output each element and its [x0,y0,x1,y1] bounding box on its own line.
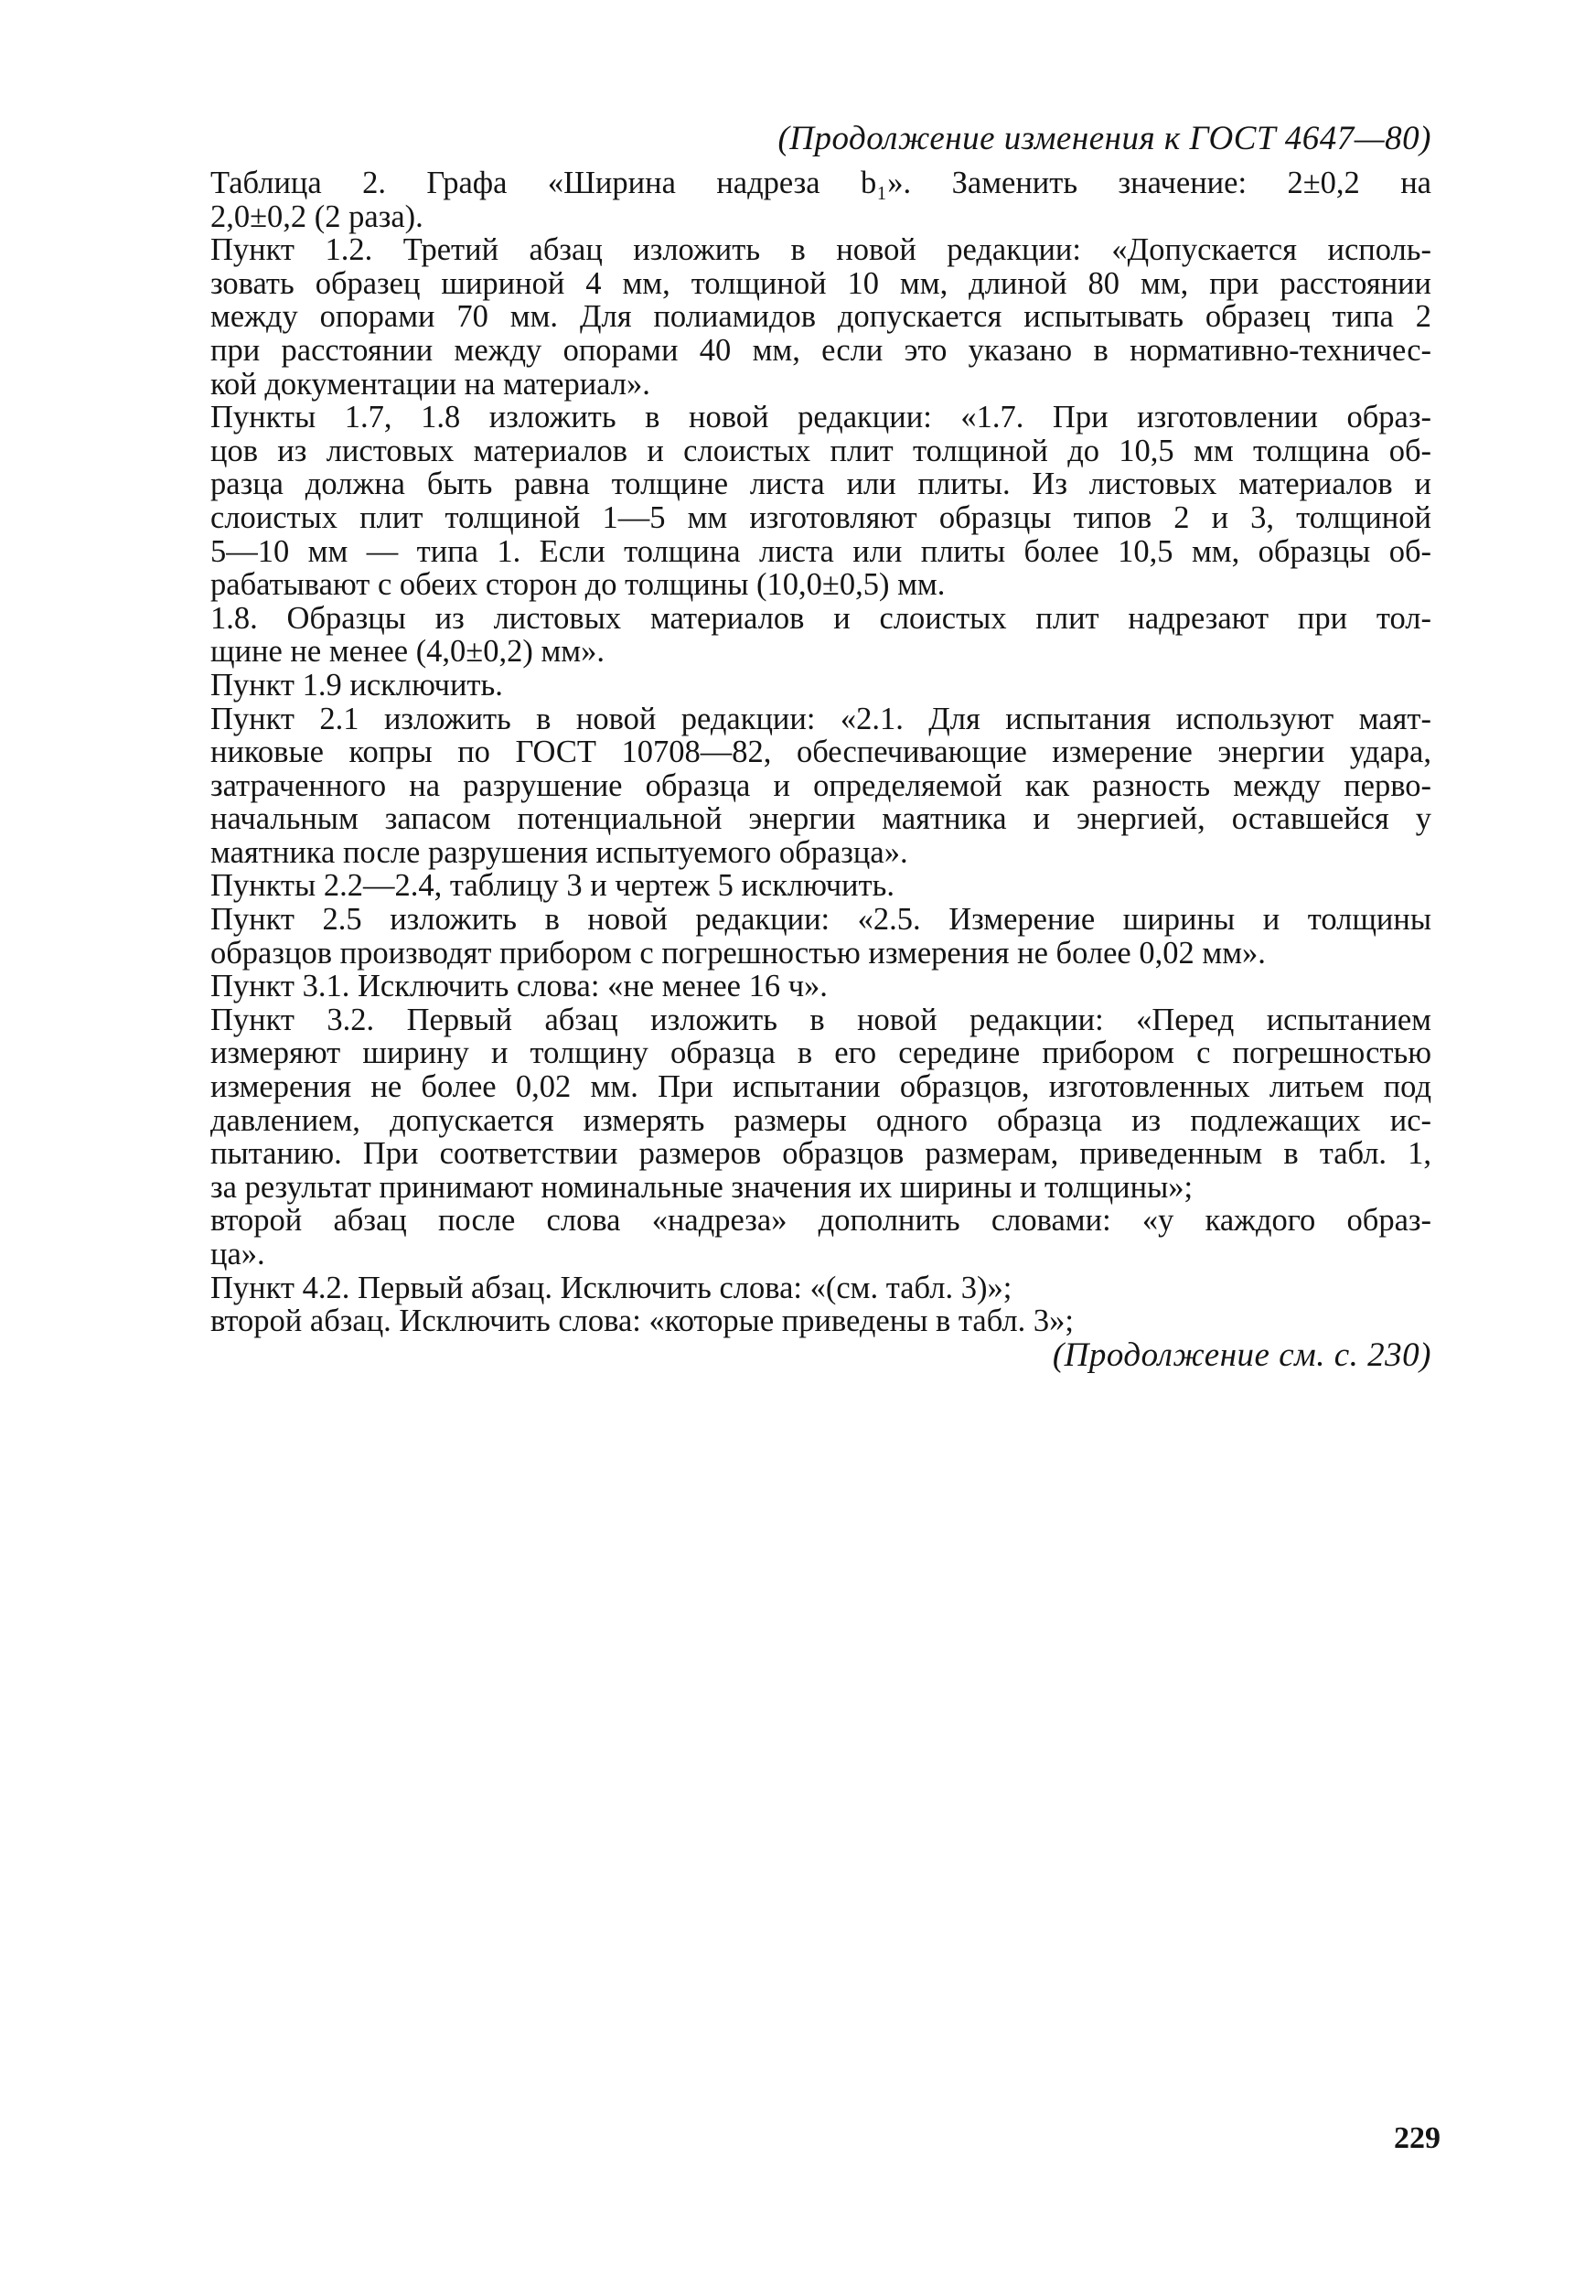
text-line: Пункт 3.2. Первый абзац изложить в новой редакции: «Перед испытанием [210,1002,1431,1037]
text-line: Пункт 3.1. Исключить слова: «не менее 16 ч». [210,969,828,1004]
text-line: Пункт 2.5 изложить в новой редакции: «2.5. Измерение ширины и толщины [210,902,1431,938]
text-line: никовые копры по ГОСТ 10708—82, обеспечивающие измерение энергии удара, [210,735,1431,770]
text-line: начальным запасом потенциальной энергии маятника и энергией, оставшейся у [210,801,1431,837]
text-line: кой документации на материал». [210,366,650,402]
text-line: второй абзац после слова «надреза» дополнить словами: «у каждого образ- [210,1203,1431,1239]
text-line: зовать образец шириной 4 мм, толщиной 10 мм, длиной 80 мм, при расстоянии [210,265,1431,301]
text-line: ца». [210,1237,265,1271]
text-line: цов из листовых материалов и слоистых плит толщиной до 10,5 мм толщина об- [210,433,1431,468]
text-line: при расстоянии между опорами 40 мм, если это указано в нормативно-техничес- [210,332,1431,368]
page-number: 229 [1394,2121,1441,2155]
text-line: маятника после разрушения испытуемого образца». [210,834,908,870]
text-line: Пункты 1.7, 1.8 изложить в новой редакции: «1.7. При изготовлении образ- [210,400,1431,435]
text-line: Пункт 1.9 исключить. [210,667,503,703]
text-line: между опорами 70 мм. Для полиамидов допускается испытывать образец типа 2 [210,299,1431,335]
amendment-body [210,166,1431,1338]
text-line: щине не менее (4,0±0,2) мм». [210,634,605,670]
text-line: 5—10 мм — типа 1. Если толщина листа или плиты более 10,5 мм, образцы об- [210,533,1431,569]
text-line: 1.8. Образцы из листовых материалов и слоистых плит надрезают при тол- [210,600,1431,636]
text-line: за результат принимают номинальные значения их ширины и толщины»; [210,1169,1194,1205]
text-line: Пункт 1.2. Третий абзац изложить в новой редакции: «Допускается исполь- [210,232,1431,268]
text-line: пытанию. При соответствии размеров образцов размерам, приведенным в табл. 1, [210,1136,1431,1172]
continuation-footer: (Продолжение см. с. 230) [1052,1336,1431,1374]
text-line: разца должна быть равна толщине листа или плиты. Из листовых материалов и [210,467,1431,502]
text-line: второй абзац. Исключить слова: «которые приведены в табл. 3»; [210,1304,1074,1339]
text-line: Пункты 2.2—2.4, таблицу 3 и чертеж 5 исключить. [210,868,894,904]
continuation-header: (Продолжение изменения к ГОСТ 4647—80) [777,120,1431,157]
text-line: затраченного на разрушение образца и определяемой как разность между перво- [210,767,1431,803]
text-line: 2,0±0,2 (2 раза). [210,198,423,234]
text-line: образцов производят прибором с погрешностью измерения не более 0,02 мм». [210,935,1266,971]
text-line: измеряют ширину и толщину образца в его середине прибором с погрешностью [210,1035,1431,1071]
text-line: слоистых плит толщиной 1—5 мм изготовляют образцы типов 2 и 3, толщиной [210,499,1431,535]
text-line: давлением, допускается измерять размеры одного образца из подлежащих ис- [210,1102,1431,1138]
text-line: Таблица 2. Графа «Ширина надреза b₁». Заменить значение: 2±0,2 на [210,166,1431,200]
text-line: рабатывают с обеих сторон до толщины (10,0±0,5) мм. [210,567,946,603]
text-line: Пункт 4.2. Первый абзац. Исключить слова: «(см. табл. 3)»; [210,1270,1012,1305]
text-line: Пункт 2.1 изложить в новой редакции: «2.1. Для испытания используют маят- [210,701,1431,736]
text-line: измерения не более 0,02 мм. При испытании образцов, изготовленных литьем под [210,1069,1431,1105]
